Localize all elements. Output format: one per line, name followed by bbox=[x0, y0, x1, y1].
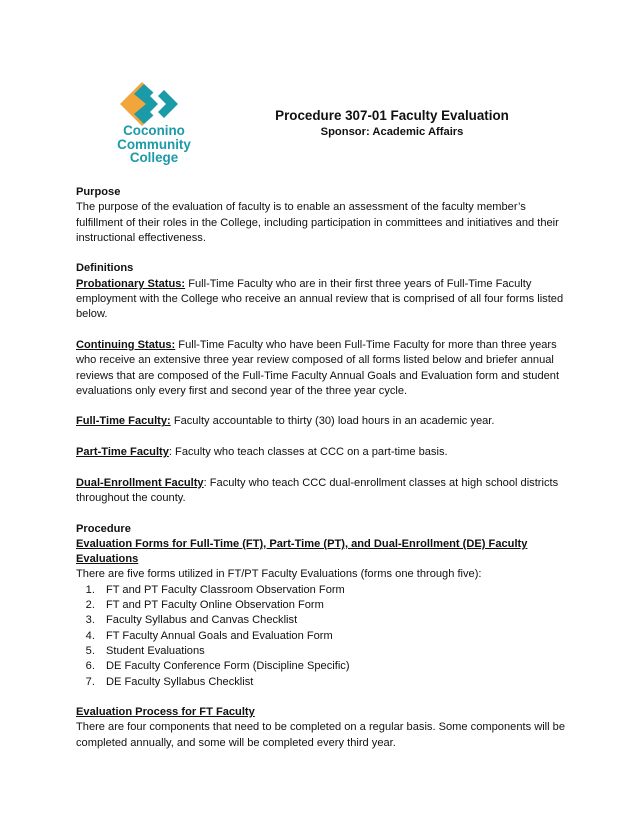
definition-part-time bbox=[76, 445, 568, 460]
college-logo-wordmark bbox=[110, 124, 198, 165]
forms-list bbox=[76, 583, 568, 690]
college-logo-mark bbox=[120, 82, 184, 126]
definition-text: : Faculty who teach classes at CCC on a part-time basis. bbox=[168, 446, 448, 459]
document-body bbox=[76, 185, 568, 751]
process-heading: Evaluation Process for FT Faculty bbox=[76, 706, 255, 719]
definitions-heading: Definitions bbox=[76, 262, 134, 275]
forms-intro: There are five forms utilized in FT/PT Faculty Evaluations (forms one through five): bbox=[76, 568, 482, 581]
forms-list-item: 3. Faculty Syllabus and Canvas Checklist bbox=[98, 613, 568, 628]
forms-list-item: 4. FT Faculty Annual Goals and Evaluation Form bbox=[98, 629, 568, 644]
procedure-heading: Procedure bbox=[76, 522, 131, 535]
forms-list-item: 1. FT and PT Faculty Classroom Observation Form bbox=[98, 583, 568, 598]
definition-text: Full-Time Faculty who have been Full-Time Faculty for more than three years who receive an extensive three year review composed of all forms listed below and briefer annual reviews that are composed of the Full-Time Faculty Annual Goals and Evaluation form and student evaluations only every first and second year of the three year cycle. bbox=[76, 338, 560, 397]
definition-dual-enrollment bbox=[76, 476, 568, 507]
forms-list-item: 6. DE Faculty Conference Form (Discipline Specific) bbox=[98, 659, 568, 674]
definition-full-time bbox=[76, 414, 568, 429]
logo-line-1: Coconino bbox=[123, 123, 185, 138]
definition-probationary bbox=[76, 277, 568, 323]
forms-list-item: 7. DE Faculty Syllabus Checklist bbox=[98, 675, 568, 690]
definition-text: : Faculty who teach CCC dual-enrollment classes at high school districts throughout the county. bbox=[76, 476, 559, 504]
definition-text: Full-Time Faculty who are in their first three years of Full-Time Faculty employment with the College who receive an annual review that is comprised of all four forms listed below. bbox=[76, 277, 564, 321]
forms-heading: Evaluation Forms for Full-Time (FT), Part-Time (PT), and Dual-Enrollment (DE) Faculty Evaluations bbox=[76, 537, 528, 566]
document-title: Procedure 307-01 Faculty Evaluation bbox=[275, 108, 509, 123]
college-logo bbox=[110, 82, 198, 166]
definition-text: Faculty accountable to thirty (30) load hours in an academic year. bbox=[170, 415, 495, 428]
definition-term: Continuing Status: bbox=[76, 338, 176, 351]
purpose-heading: Purpose bbox=[76, 186, 121, 198]
definition-term: Part-Time Faculty bbox=[76, 446, 169, 459]
definition-term: Full-Time Faculty: bbox=[76, 415, 171, 428]
logo-line-3: College bbox=[129, 150, 179, 165]
definition-term: Dual-Enrollment Faculty bbox=[76, 476, 204, 489]
forms-list-item: 2. FT and PT Faculty Online Observation Form bbox=[98, 598, 568, 613]
definition-term: Probationary Status: bbox=[76, 277, 186, 290]
purpose-text: The purpose of the evaluation of faculty is to enable an assessment of the faculty member’s fulfillment of their roles in the College, including participation in committees and initiatives and their instructional effectiveness. bbox=[76, 201, 559, 244]
forms-list-item: 5. Student Evaluations bbox=[98, 644, 568, 659]
document-sponsor: Sponsor: Academic Affairs bbox=[320, 126, 464, 138]
process-text: There are four components that need to be completed on a regular basis. Some components will be completed annually, and some will be completed every third year. bbox=[76, 721, 566, 749]
definition-continuing bbox=[76, 338, 568, 399]
logo-line-2: Community bbox=[117, 136, 191, 152]
title-block bbox=[252, 108, 532, 139]
